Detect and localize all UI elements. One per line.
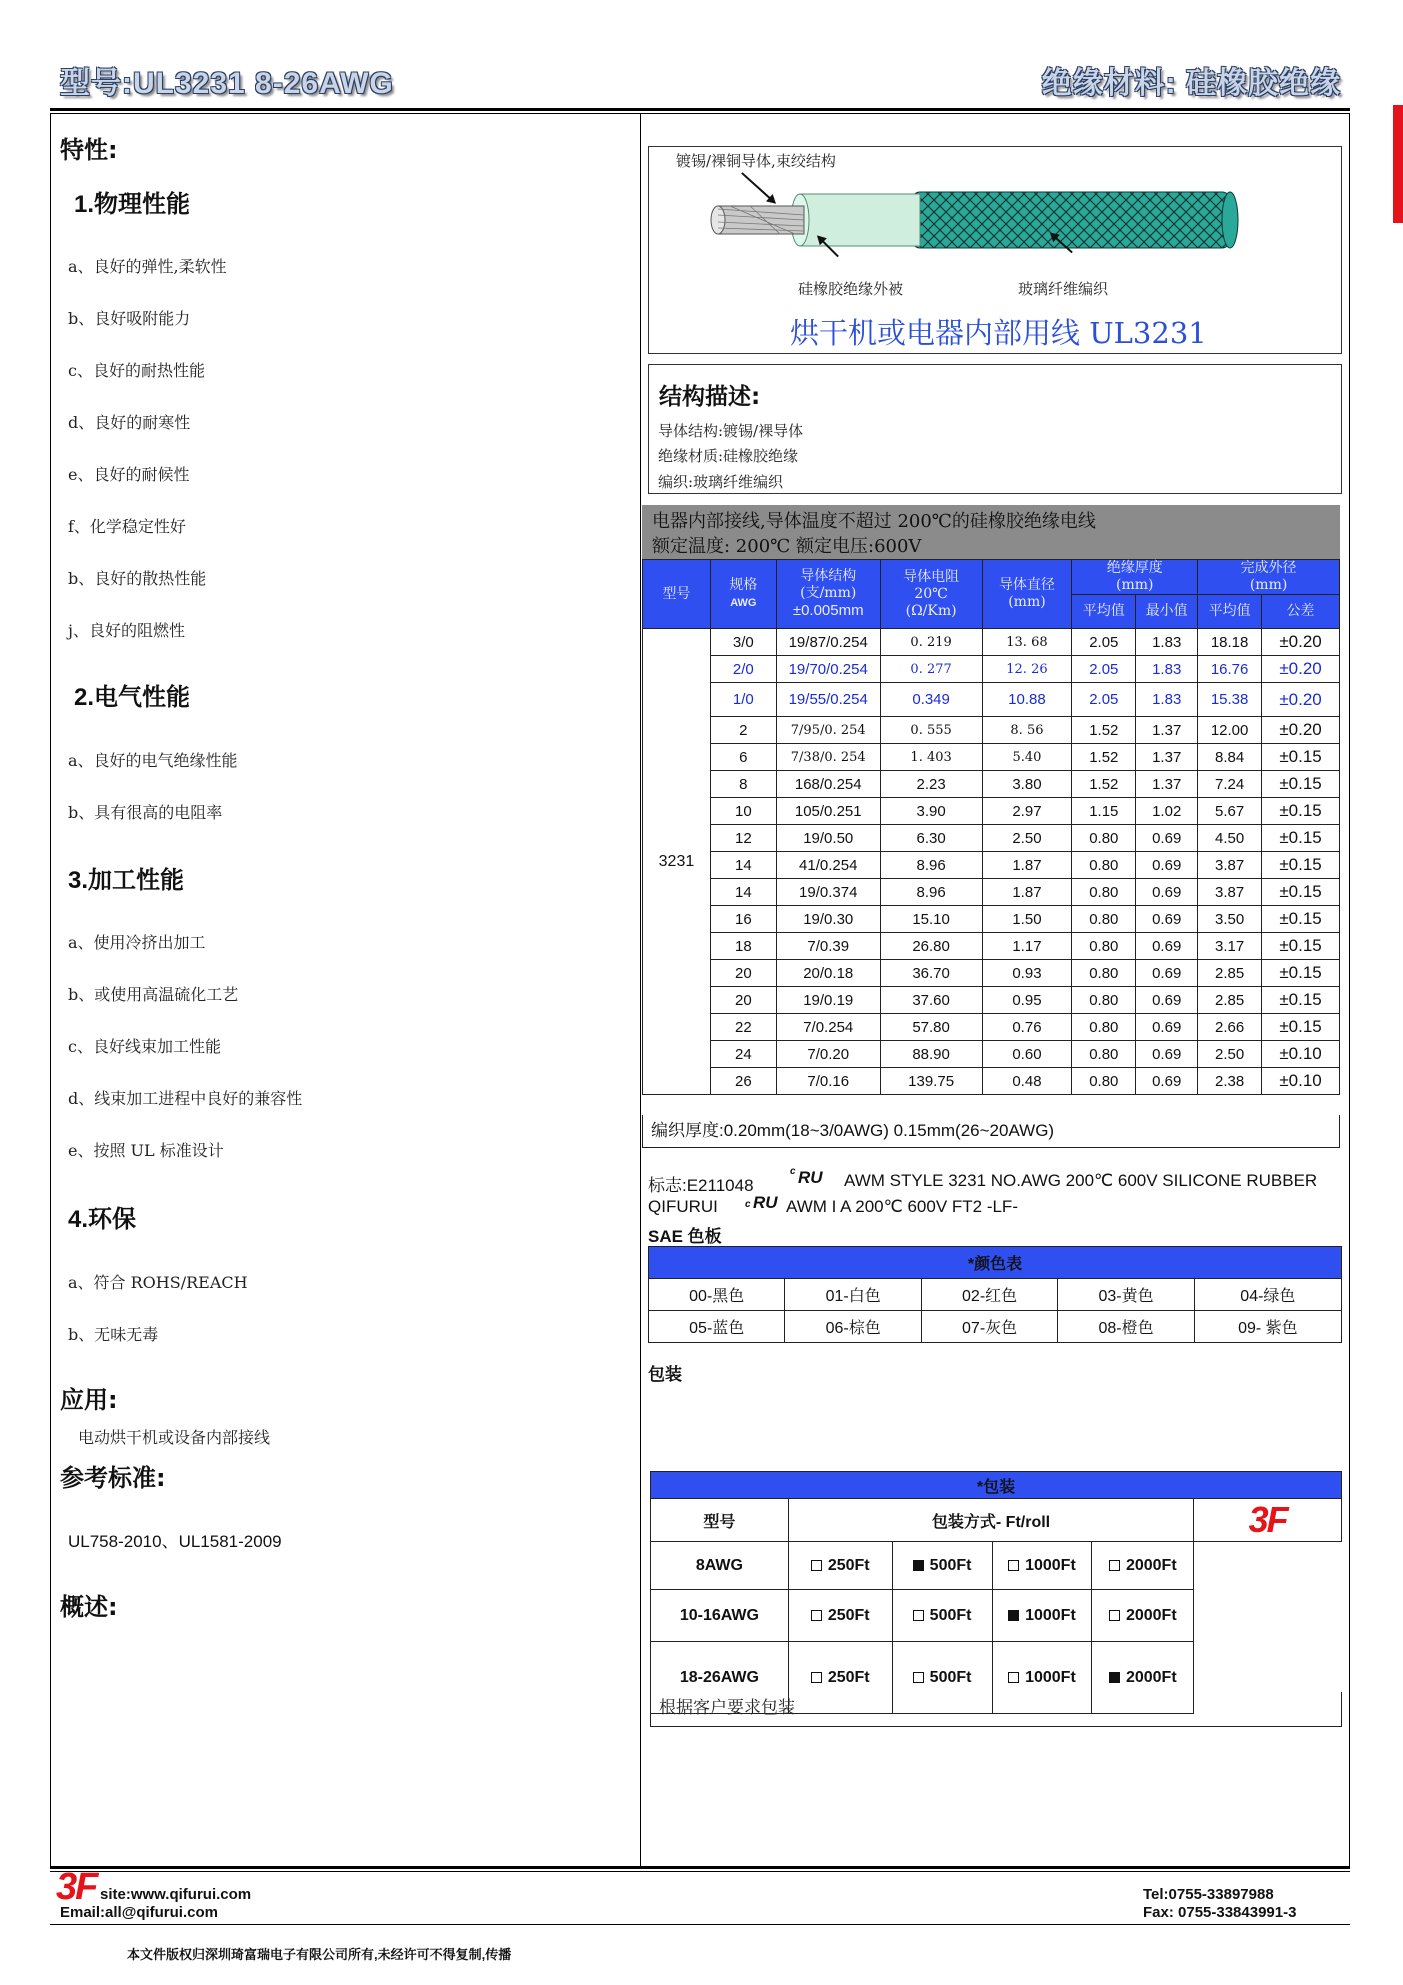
table-cell: 0. 219	[880, 629, 982, 656]
table-cell: 0.76	[982, 1014, 1072, 1041]
table-cell: 19/70/0.254	[776, 656, 880, 683]
table-cell: 20	[710, 987, 776, 1014]
table-cell: 57.80	[880, 1014, 982, 1041]
checked-box-icon[interactable]	[913, 1560, 924, 1571]
copyright: 本文件版权归深圳琦富瑞电子有限公司所有,未经许可不得复制,传播	[127, 1947, 512, 1962]
env-title: 4.环保	[68, 1206, 137, 1233]
electrical-title: 2.电气性能	[74, 684, 191, 711]
list-item: c、良好线束加工性能	[68, 1037, 221, 1056]
header-rule	[50, 108, 1350, 111]
braid-label: 玻璃纤维编织	[1018, 280, 1109, 298]
table-cell: 12	[710, 825, 776, 852]
list-item: d、线束加工进程中良好的兼容性	[68, 1089, 303, 1108]
table-cell: 2.05	[1072, 683, 1136, 717]
table-cell: 3.87	[1198, 852, 1262, 879]
th-model: 型号	[643, 560, 711, 629]
table-cell: 3.90	[880, 798, 982, 825]
table-cell: 0.69	[1136, 825, 1198, 852]
table-cell: 7/0.254	[776, 1014, 880, 1041]
footer-fax: Fax: 0755-33843991-3	[1143, 1904, 1297, 1921]
footer-logo: 3F	[56, 1866, 97, 1908]
color-cell: 01-白色	[785, 1279, 921, 1311]
standard-text: UL758-2010、UL1581-2009	[68, 1532, 282, 1551]
table-cell: 3.50	[1198, 906, 1262, 933]
table-cell: ±0.15	[1262, 960, 1340, 987]
table-cell: 0.69	[1136, 906, 1198, 933]
table-cell: 15.38	[1198, 683, 1262, 717]
table-cell: 26.80	[880, 933, 982, 960]
list-item: d、良好的耐寒性	[68, 413, 191, 432]
table-cell: ±0.20	[1262, 717, 1340, 744]
table-cell: ±0.15	[1262, 852, 1340, 879]
structure-line-conductor: 导体结构:镀锡/裸导体	[658, 422, 804, 440]
table-row	[643, 825, 1340, 852]
footer-email[interactable]: Email:all@qifurui.com	[60, 1904, 218, 1921]
color-table	[648, 1246, 1342, 1343]
table-cell: 2.05	[1072, 656, 1136, 683]
table-cell: 3.17	[1198, 933, 1262, 960]
standard-title: 参考标准:	[60, 1464, 166, 1492]
packing-row	[651, 1590, 1342, 1642]
table-cell: 1.87	[982, 852, 1072, 879]
color-table-title: *颜色表	[649, 1247, 1342, 1279]
table-cell: 1.37	[1136, 717, 1198, 744]
table-cell: 13. 68	[982, 629, 1072, 656]
footer-tel: Tel:0755-33897988	[1143, 1886, 1274, 1903]
overview-title: 概述:	[60, 1593, 118, 1621]
color-cell: 09- 紫色	[1194, 1311, 1341, 1343]
frame-right	[1349, 113, 1350, 1868]
table-cell: 0.93	[982, 960, 1072, 987]
table-cell: 37.60	[880, 987, 982, 1014]
table-cell: 0.80	[1072, 879, 1136, 906]
color-cell: 07-灰色	[921, 1311, 1057, 1343]
color-cell: 00-黑色	[649, 1279, 785, 1311]
table-row	[643, 879, 1340, 906]
list-item: a、符合 ROHS/REACH	[68, 1273, 248, 1292]
table-cell: 24	[710, 1041, 776, 1068]
color-cell: 04-绿色	[1194, 1279, 1341, 1311]
table-cell: 14	[710, 852, 776, 879]
packing-option-label: 500Ft	[929, 1668, 972, 1686]
table-cell: 2/0	[710, 656, 776, 683]
marking-text-2: AWM I A 200℃ 600V FT2 -LF-	[786, 1197, 1018, 1216]
sae-label: SAE 色板	[648, 1227, 722, 1246]
table-cell: 19/0.50	[776, 825, 880, 852]
table-cell: 12.00	[1198, 717, 1262, 744]
table-row	[643, 906, 1340, 933]
th-ins-avg: 平均值	[1072, 595, 1136, 629]
table-cell: 1.02	[1136, 798, 1198, 825]
table-cell: 0.80	[1072, 933, 1136, 960]
table-cell: 2.50	[982, 825, 1072, 852]
table-row	[643, 1014, 1340, 1041]
table-cell: 1. 403	[880, 744, 982, 771]
packing-option[interactable]	[892, 1542, 992, 1590]
cable-title: 烘干机或电器内部用线 UL3231	[790, 316, 1207, 350]
table-row	[643, 1041, 1340, 1068]
table-cell: 1.37	[1136, 771, 1198, 798]
table-cell: 1.83	[1136, 629, 1198, 656]
table-cell: ±0.10	[1262, 1041, 1340, 1068]
table-row	[643, 852, 1340, 879]
packing-option-label: 250Ft	[827, 1606, 870, 1624]
table-cell: 7/0.20	[776, 1041, 880, 1068]
table-cell: 2.50	[1198, 1041, 1262, 1068]
th-conductor: 导体结构 (支/mm) ±0.005mm	[776, 560, 880, 629]
table-cell: 8. 56	[982, 717, 1072, 744]
column-divider	[640, 113, 641, 1868]
table-row	[643, 683, 1340, 717]
packing-logo-cell	[1194, 1499, 1342, 1542]
table-row	[643, 717, 1340, 744]
unchecked-box-icon[interactable]	[1008, 1672, 1019, 1683]
table-cell: 0.69	[1136, 987, 1198, 1014]
table-cell: 0.80	[1072, 1041, 1136, 1068]
table-cell: 88.90	[880, 1041, 982, 1068]
cable-illustration	[700, 182, 1250, 260]
table-cell: 20/0.18	[776, 960, 880, 987]
th-resistance: 导体电阻 20℃ (Ω/Km)	[880, 560, 982, 629]
packing-option-label: 2000Ft	[1125, 1556, 1177, 1574]
table-row	[643, 771, 1340, 798]
table-cell: 1/0	[710, 683, 776, 717]
table-cell: 0.80	[1072, 1014, 1136, 1041]
table-cell: 8.96	[880, 852, 982, 879]
packing-option-label: 250Ft	[827, 1556, 870, 1574]
packing-option[interactable]	[992, 1590, 1092, 1642]
packing-col-model: 型号	[651, 1499, 789, 1542]
table-cell: 0.69	[1136, 960, 1198, 987]
th-size: 规格 AWG	[710, 560, 776, 629]
table-cell: ±0.15	[1262, 879, 1340, 906]
unchecked-box-icon[interactable]	[913, 1672, 924, 1683]
frame-left	[50, 113, 51, 1868]
color-cell: 02-红色	[921, 1279, 1057, 1311]
packing-option-label: 500Ft	[929, 1556, 972, 1574]
table-cell: 19/0.30	[776, 906, 880, 933]
table-cell: 0.95	[982, 987, 1072, 1014]
table-cell: 0.48	[982, 1068, 1072, 1095]
table-cell: 0.69	[1136, 1068, 1198, 1095]
list-item: j、良好的阻燃性	[68, 621, 185, 640]
packing-col-method: 包装方式- Ft/roll	[788, 1499, 1193, 1542]
table-cell: 5.67	[1198, 798, 1262, 825]
table-cell: 1.50	[982, 906, 1072, 933]
material-title: 绝缘材料: 硅橡胶绝缘	[1041, 67, 1341, 100]
unchecked-box-icon[interactable]	[1109, 1610, 1120, 1621]
packing-model: 18-26AWG	[651, 1642, 789, 1714]
table-cell: 3.80	[982, 771, 1072, 798]
table-cell: 2.05	[1072, 629, 1136, 656]
footer-rule	[50, 1866, 1350, 1869]
table-cell: 7/95/0. 254	[776, 717, 880, 744]
color-row	[649, 1279, 1342, 1311]
table-cell: 1.52	[1072, 744, 1136, 771]
ul-logo-1: RU	[798, 1168, 823, 1187]
list-item: b、无味无毒	[68, 1325, 159, 1344]
table-cell: 4.50	[1198, 825, 1262, 852]
table-cell: 1.87	[982, 879, 1072, 906]
table-cell: 0.69	[1136, 933, 1198, 960]
table-cell: 8.84	[1198, 744, 1262, 771]
packing-option[interactable]	[1092, 1542, 1194, 1590]
application-text: 电动烘干机或设备内部接线	[78, 1428, 271, 1447]
table-cell: 1.52	[1072, 717, 1136, 744]
table-cell: ±0.20	[1262, 683, 1340, 717]
list-item: b、具有很高的电阻率	[68, 803, 223, 822]
table-cell: ±0.15	[1262, 933, 1340, 960]
table-cell: 16	[710, 906, 776, 933]
table-cell: 8	[710, 771, 776, 798]
table-row	[643, 744, 1340, 771]
table-cell: 1.83	[1136, 656, 1198, 683]
packing-option-label: 2000Ft	[1125, 1606, 1177, 1624]
table-cell: ±0.10	[1262, 1068, 1340, 1095]
features-title: 特性:	[60, 136, 118, 164]
table-cell: 139.75	[880, 1068, 982, 1095]
table-cell: ±0.15	[1262, 771, 1340, 798]
table-cell: 14	[710, 879, 776, 906]
table-row	[643, 987, 1340, 1014]
packing-table	[650, 1471, 1342, 1714]
conductor-end	[711, 206, 725, 234]
footer-rule-bottom	[50, 1924, 1350, 1925]
footer-rule-thin	[50, 1871, 1350, 1872]
table-cell: 2.38	[1198, 1068, 1262, 1095]
table-cell: 2.23	[880, 771, 982, 798]
table-cell: 105/0.251	[776, 798, 880, 825]
table-cell: 6.30	[880, 825, 982, 852]
table-cell: 19/0.374	[776, 879, 880, 906]
insulation-label: 硅橡胶绝缘外被	[798, 280, 904, 298]
spec-intro-line-2: 额定温度: 200℃ 额定电压:600V	[652, 536, 922, 557]
list-item: a、使用冷挤出加工	[68, 933, 206, 952]
unchecked-box-icon[interactable]	[1109, 1560, 1120, 1571]
unchecked-box-icon[interactable]	[913, 1610, 924, 1621]
list-item: c、良好的耐热性能	[68, 361, 205, 380]
table-cell: 0.349	[880, 683, 982, 717]
table-row	[643, 656, 1340, 683]
spec-table	[642, 559, 1340, 1095]
table-cell: 0.60	[982, 1041, 1072, 1068]
packing-option-label: 250Ft	[827, 1668, 870, 1686]
marking-brand: QIFURUI	[648, 1197, 718, 1216]
list-item: e、良好的耐候性	[68, 465, 190, 484]
table-cell: 0.80	[1072, 960, 1136, 987]
table-cell: 20	[710, 960, 776, 987]
ul-logo-2: RU	[753, 1193, 778, 1212]
packing-option-label: 1000Ft	[1025, 1606, 1076, 1624]
structure-line-braid: 编织:玻璃纤维编织	[658, 473, 784, 491]
packing-label: 包装	[648, 1365, 682, 1384]
braid-layer	[912, 192, 1230, 248]
table-cell: 168/0.254	[776, 771, 880, 798]
spec-intro-line-1: 电器内部接线,导体温度不超过 200℃的硅橡胶绝缘电线	[652, 511, 1096, 532]
table-cell: 8.96	[880, 879, 982, 906]
table-cell: ±0.20	[1262, 629, 1340, 656]
packing-option[interactable]	[788, 1542, 892, 1590]
table-cell: 2.85	[1198, 987, 1262, 1014]
header-rule-thin	[50, 113, 1350, 114]
table-cell: ±0.15	[1262, 825, 1340, 852]
table-cell: 1.37	[1136, 744, 1198, 771]
table-cell: 6	[710, 744, 776, 771]
application-title: 应用:	[60, 1386, 118, 1414]
checked-box-icon[interactable]	[1008, 1610, 1019, 1621]
packing-row	[651, 1542, 1342, 1590]
table-cell: 5.40	[982, 744, 1072, 771]
table-cell: 0.80	[1072, 1068, 1136, 1095]
table-cell: 7/0.39	[776, 933, 880, 960]
packing-option-label: 1000Ft	[1025, 1556, 1076, 1574]
table-cell: 3/0	[710, 629, 776, 656]
marking-text-1: AWM STYLE 3231 NO.AWG 200℃ 600V SILICONE RUBBER	[844, 1171, 1318, 1190]
table-cell: ±0.15	[1262, 987, 1340, 1014]
packing-option-label: 1000Ft	[1025, 1668, 1076, 1686]
braid-end	[1222, 192, 1238, 248]
processing-title: 3.加工性能	[68, 867, 185, 894]
list-item: b、良好吸附能力	[68, 309, 191, 328]
model-title: 型号:UL3231 8-26AWG	[60, 67, 394, 100]
model-cell: 3231	[643, 629, 711, 1095]
ul-c-mark-2: c	[745, 1199, 751, 1210]
table-cell: 1.15	[1072, 798, 1136, 825]
list-item: e、按照 UL 标准设计	[68, 1141, 224, 1160]
table-cell: 0.80	[1072, 852, 1136, 879]
table-cell: 12. 26	[982, 656, 1072, 683]
table-cell: 7/0.16	[776, 1068, 880, 1095]
packing-option-label: 500Ft	[929, 1606, 972, 1624]
color-cell: 05-蓝色	[649, 1311, 785, 1343]
table-cell: 19/0.19	[776, 987, 880, 1014]
table-cell: 7/38/0. 254	[776, 744, 880, 771]
table-cell: 16.76	[1198, 656, 1262, 683]
list-item: b、或使用高温硫化工艺	[68, 985, 239, 1004]
table-cell: 0.69	[1136, 852, 1198, 879]
table-cell: 0. 555	[880, 717, 982, 744]
unchecked-box-icon[interactable]	[1008, 1560, 1019, 1571]
table-cell: 0.69	[1136, 1014, 1198, 1041]
th-od-tol: 公差	[1262, 595, 1340, 629]
structure-line-insulation: 绝缘材质:硅橡胶绝缘	[658, 447, 799, 465]
table-row	[643, 798, 1340, 825]
table-cell: 18.18	[1198, 629, 1262, 656]
brand-logo: 3F	[1248, 1499, 1287, 1540]
table-cell: ±0.15	[1262, 906, 1340, 933]
table-cell: 19/55/0.254	[776, 683, 880, 717]
table-row	[643, 960, 1340, 987]
packing-model: 10-16AWG	[651, 1590, 789, 1642]
table-cell: 2.97	[982, 798, 1072, 825]
physical-title: 1.物理性能	[74, 191, 191, 218]
color-cell: 08-橙色	[1058, 1311, 1194, 1343]
packing-option[interactable]	[992, 1542, 1092, 1590]
table-cell: 0.69	[1136, 1041, 1198, 1068]
table-cell: 19/87/0.254	[776, 629, 880, 656]
marking-label: 标志:E211048	[648, 1176, 754, 1195]
unchecked-box-icon[interactable]	[811, 1610, 822, 1621]
th-od: 完成外径 (mm)	[1198, 560, 1340, 595]
accent-bar	[1393, 105, 1403, 223]
table-row	[643, 933, 1340, 960]
list-item: a、良好的弹性,柔软性	[68, 257, 227, 276]
table-cell: 10	[710, 798, 776, 825]
table-cell: 3.87	[1198, 879, 1262, 906]
th-od-avg: 平均值	[1198, 595, 1262, 629]
list-item: a、良好的电气绝缘性能	[68, 751, 238, 770]
table-cell: 10.88	[982, 683, 1072, 717]
th-insulation: 绝缘厚度 (mm)	[1072, 560, 1198, 595]
th-diameter: 导体直径 (mm)	[982, 560, 1072, 629]
table-cell: ±0.15	[1262, 744, 1340, 771]
braid-thickness-note: 编织厚度:0.20mm(18~3/0AWG) 0.15mm(26~20AWG)	[642, 1115, 1340, 1148]
table-row	[643, 629, 1340, 656]
table-cell: ±0.15	[1262, 798, 1340, 825]
checked-box-icon[interactable]	[1109, 1672, 1120, 1683]
table-cell: ±0.15	[1262, 1014, 1340, 1041]
packing-title: *包装	[651, 1472, 1342, 1499]
list-item: f、化学稳定性好	[68, 517, 186, 536]
structure-title: 结构描述:	[659, 384, 761, 410]
table-cell: 22	[710, 1014, 776, 1041]
packing-option[interactable]	[892, 1590, 992, 1642]
table-cell: 18	[710, 933, 776, 960]
table-cell: 1.17	[982, 933, 1072, 960]
unchecked-box-icon[interactable]	[811, 1672, 822, 1683]
table-cell: 0.80	[1072, 987, 1136, 1014]
table-row	[643, 1068, 1340, 1095]
table-cell: 15.10	[880, 906, 982, 933]
table-cell: 0.69	[1136, 879, 1198, 906]
table-cell: 2	[710, 717, 776, 744]
color-cell: 03-黄色	[1058, 1279, 1194, 1311]
table-cell: ±0.20	[1262, 656, 1340, 683]
table-cell: 2.85	[1198, 960, 1262, 987]
ul-c-mark: c	[790, 1166, 796, 1177]
table-cell: 1.83	[1136, 683, 1198, 717]
table-cell: 0.80	[1072, 825, 1136, 852]
table-cell: 2.66	[1198, 1014, 1262, 1041]
conductor-label: 镀锡/裸铜导体,束绞结构	[676, 152, 836, 170]
table-cell: 36.70	[880, 960, 982, 987]
table-cell: 26	[710, 1068, 776, 1095]
table-cell: 7.24	[1198, 771, 1262, 798]
footer-site[interactable]: site:www.qifurui.com	[100, 1886, 252, 1903]
table-cell: 41/0.254	[776, 852, 880, 879]
table-cell: 1.52	[1072, 771, 1136, 798]
color-row	[649, 1311, 1342, 1343]
packing-option[interactable]	[788, 1590, 892, 1642]
unchecked-box-icon[interactable]	[811, 1560, 822, 1571]
table-cell: 0. 277	[880, 656, 982, 683]
packing-model: 8AWG	[651, 1542, 789, 1590]
table-cell: 0.80	[1072, 906, 1136, 933]
packing-option[interactable]	[1092, 1590, 1194, 1642]
packing-option-label: 2000Ft	[1125, 1668, 1177, 1686]
list-item: b、良好的散热性能	[68, 569, 207, 588]
color-cell: 06-棕色	[785, 1311, 921, 1343]
packing-note: 根据客户要求包装	[650, 1692, 1342, 1727]
th-ins-min: 最小值	[1136, 595, 1198, 629]
